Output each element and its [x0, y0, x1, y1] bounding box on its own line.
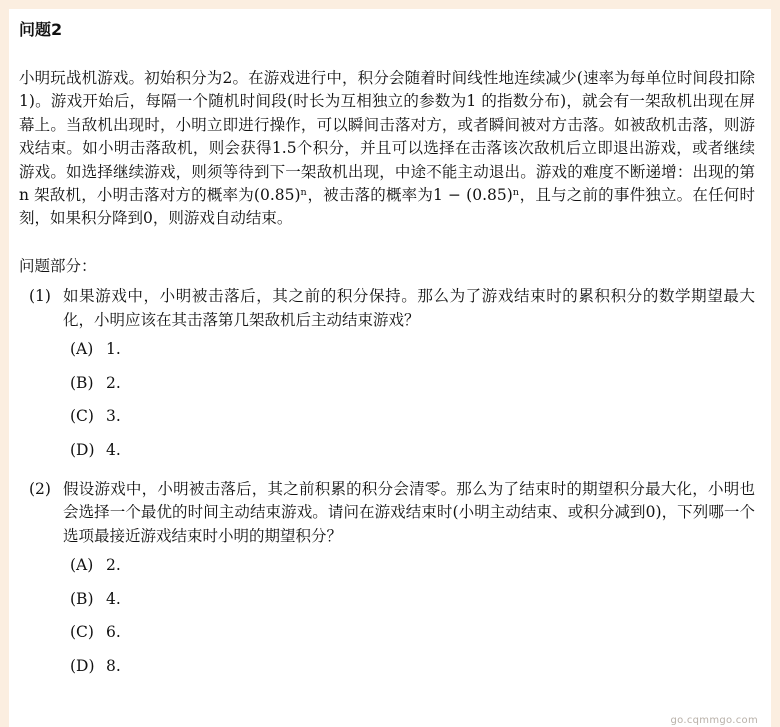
- option-a[interactable]: (A) 2.: [70, 556, 121, 575]
- question-text: 如果游戏中，小明被击落后，其之前的积分保持。那么为了游戏结束时的累积积分的数学期望最大化，小明应该在其击落第几架敌机后主动结束游戏？: [63, 287, 755, 329]
- problem-description: 小明玩战机游戏。初始积分为2。在游戏进行中，积分会随着时间线性地连续减少(速率为每单位时间段扣除1)。游戏开始后，每隔一个随机时间段(时长为互相独立的参数为1 的指数分布)，就会有一架敌机出现在屏幕上。当敌机出现时，小明立即进行操作，可以瞬间击落对方，或者瞬间被对方击落。如被敌机击落，则游戏结束。如小明击落敌机，则会获得1.5个积分，并且可以选择在击落该次敌机后立即退出游戏，或者继续游戏。如选择继续游戏，则须等待到下一架敌机出现，中途不能主动退出。游戏的难度不断递增：出现的第n 架敌机，小明击落对方的概率为(0.85)ⁿ，被击落的概率为1 − (0.85)ⁿ，且与之前的事件独立。在任何时刻，如果积分降到0，则游戏自动结束。: [19, 69, 755, 228]
- option-c[interactable]: (C) 6.: [70, 623, 121, 642]
- question-number: (1): [29, 287, 51, 306]
- option-list: [19, 338, 755, 472]
- question-number: (2): [29, 480, 51, 499]
- watermark-text: go.cqmmgo.com: [670, 715, 758, 726]
- question-1: [19, 285, 755, 472]
- option-a[interactable]: (A) 1.: [70, 340, 121, 359]
- option-list: [19, 554, 755, 688]
- document-content: [19, 19, 755, 694]
- option-b[interactable]: (B) 2.: [70, 373, 121, 392]
- option-d[interactable]: (D) 8.: [70, 656, 121, 675]
- option-d[interactable]: (D) 4.: [70, 440, 121, 459]
- question-2: [19, 478, 755, 688]
- problem-title: 问题2: [19, 20, 63, 39]
- option-c[interactable]: (C) 3.: [70, 407, 121, 426]
- option-b[interactable]: (B) 4.: [70, 589, 121, 608]
- section-label: 问题部分：: [19, 256, 97, 275]
- question-text: 假设游戏中，小明被击落后，其之前积累的积分会清零。那么为了结束时的期望积分最大化，小明也会选择一个最优的时间主动结束游戏。请问在游戏结束时(小明主动结束、或积分减到0)，下列哪一个选项最接近游戏结束时小明的期望积分？: [63, 480, 755, 545]
- document-page: [9, 9, 771, 727]
